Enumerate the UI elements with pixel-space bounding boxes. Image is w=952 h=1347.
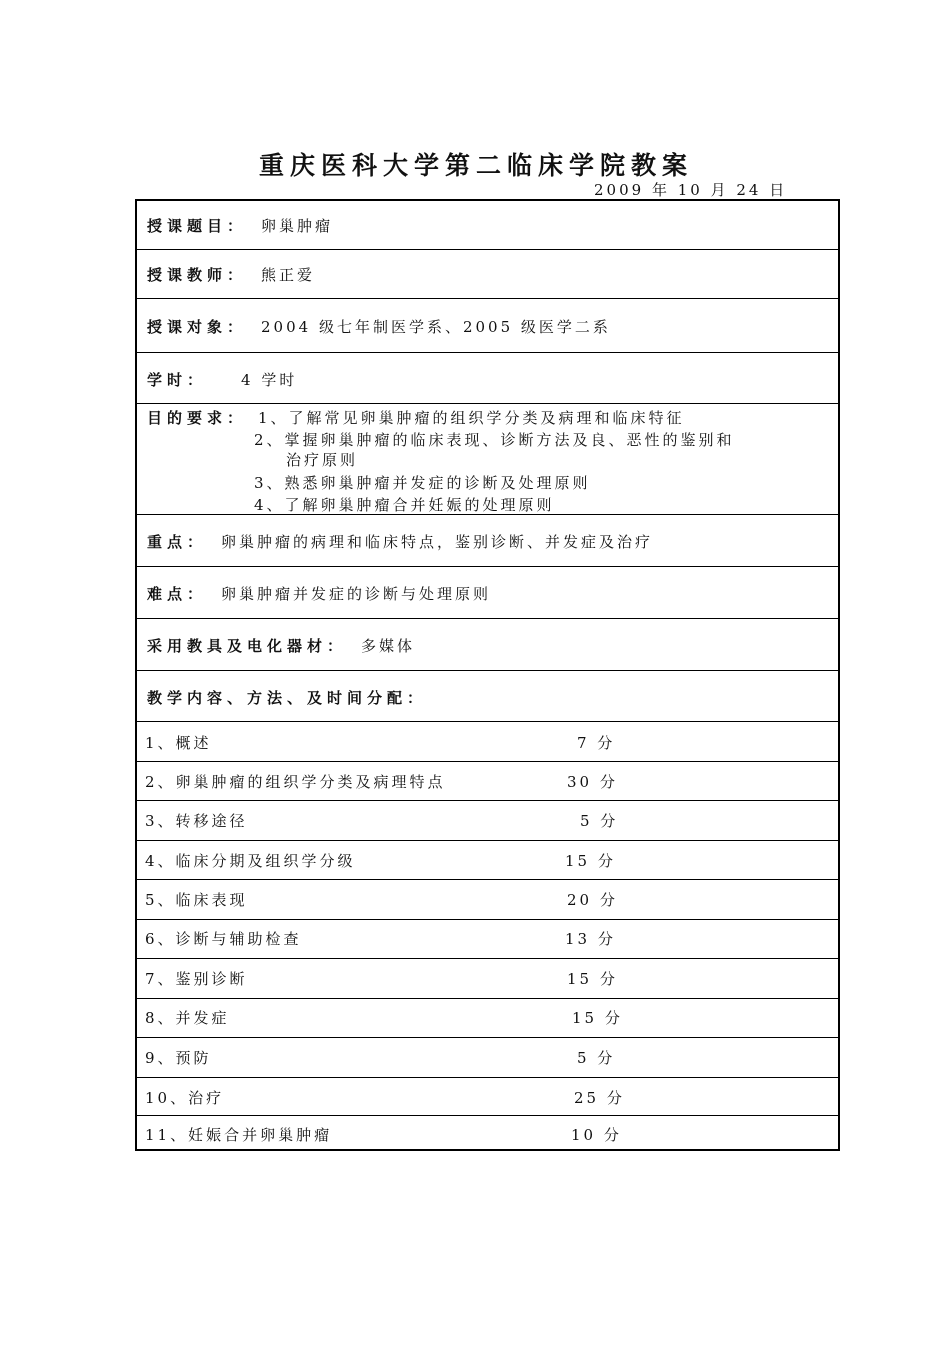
content-header-row [137, 671, 838, 722]
schedule-time: 10 分 [571, 1126, 622, 1144]
schedule-time: 30 分 [567, 773, 618, 791]
difficulties-value: 卵巢肿瘤并发症的诊断与处理原则 [221, 585, 492, 603]
schedule-time: 13 分 [565, 930, 616, 948]
topic-row [137, 201, 838, 250]
schedule-item: 1、概述 [145, 734, 212, 752]
objective-item: 1、了解常见卵巢肿瘤的组织学分类及病理和临床特征 [258, 409, 685, 427]
equipment-label: 采用教具及电化器材： [147, 637, 348, 655]
objective-item-continuation: 治疗原则 [286, 451, 359, 469]
schedule-time: 15 分 [567, 970, 618, 988]
teacher-label: 授课教师： [147, 266, 248, 284]
objective-item: 4、了解卵巢肿瘤合并妊娠的处理原则 [254, 496, 555, 514]
difficulties-row [137, 567, 838, 619]
schedule-time: 15 分 [565, 852, 616, 870]
hours-row [137, 353, 838, 404]
objectives-row [137, 404, 838, 515]
schedule-item: 3、转移途径 [145, 812, 248, 830]
teacher-row [137, 250, 838, 299]
document-date: 2009 年 10 月 24 日 [594, 181, 788, 199]
schedule-item: 8、并发症 [145, 1009, 230, 1027]
objectives-label: 目的要求： [147, 409, 248, 427]
audience-label: 授课对象： [147, 318, 248, 336]
schedule-item: 2、卵巢肿瘤的组织学分类及病理特点 [145, 773, 446, 791]
schedule-item: 5、临床表现 [145, 891, 248, 909]
hours-value: 4 学时 [241, 371, 298, 389]
schedule-row [137, 801, 838, 841]
equipment-value: 多媒体 [361, 637, 416, 655]
schedule-item: 4、临床分期及组织学分级 [145, 852, 356, 870]
schedule-time: 7 分 [577, 734, 616, 752]
document-title: 重庆医科大学第二临床学院教案 [258, 151, 693, 180]
teacher-value: 熊正爱 [261, 266, 316, 284]
schedule-row [137, 1116, 838, 1151]
difficulties-label: 难点： [147, 585, 208, 603]
schedule-item: 7、鉴别诊断 [145, 970, 248, 988]
schedule-item: 11、妊娠合并卵巢肿瘤 [145, 1126, 333, 1144]
schedule-row [137, 1078, 838, 1116]
content-header: 教学内容、方法、及时间分配： [147, 689, 428, 707]
schedule-row [137, 999, 838, 1038]
audience-value: 2004 级七年制医学系、2005 级医学二系 [261, 318, 611, 336]
equipment-row [137, 619, 838, 671]
objective-item: 3、熟悉卵巢肿瘤并发症的诊断及处理原则 [254, 474, 591, 492]
key-points-row [137, 515, 838, 567]
lesson-plan-table [135, 199, 840, 1151]
schedule-row [137, 841, 838, 880]
schedule-item: 6、诊断与辅助检查 [145, 930, 302, 948]
key-points-label: 重点： [147, 533, 208, 551]
schedule-time: 5 分 [577, 1049, 616, 1067]
schedule-row [137, 722, 838, 762]
schedule-time: 15 分 [572, 1009, 623, 1027]
topic-value: 卵巢肿瘤 [261, 217, 334, 235]
schedule-row [137, 920, 838, 959]
schedule-time: 25 分 [574, 1089, 625, 1107]
schedule-time: 20 分 [567, 891, 618, 909]
schedule-row [137, 959, 838, 999]
audience-row [137, 299, 838, 353]
schedule-row [137, 880, 838, 920]
schedule-item: 9、预防 [145, 1049, 212, 1067]
hours-label: 学时： [147, 371, 208, 389]
objective-item: 2、掌握卵巢肿瘤的临床表现、诊断方法及良、恶性的鉴别和 [254, 431, 735, 449]
key-points-value: 卵巢肿瘤的病理和临床特点，鉴别诊断、并发症及治疗 [221, 533, 654, 551]
schedule-row [137, 762, 838, 801]
schedule-row [137, 1038, 838, 1078]
schedule-time: 5 分 [580, 812, 619, 830]
schedule-item: 10、治疗 [145, 1089, 225, 1107]
topic-label: 授课题目： [147, 217, 248, 235]
